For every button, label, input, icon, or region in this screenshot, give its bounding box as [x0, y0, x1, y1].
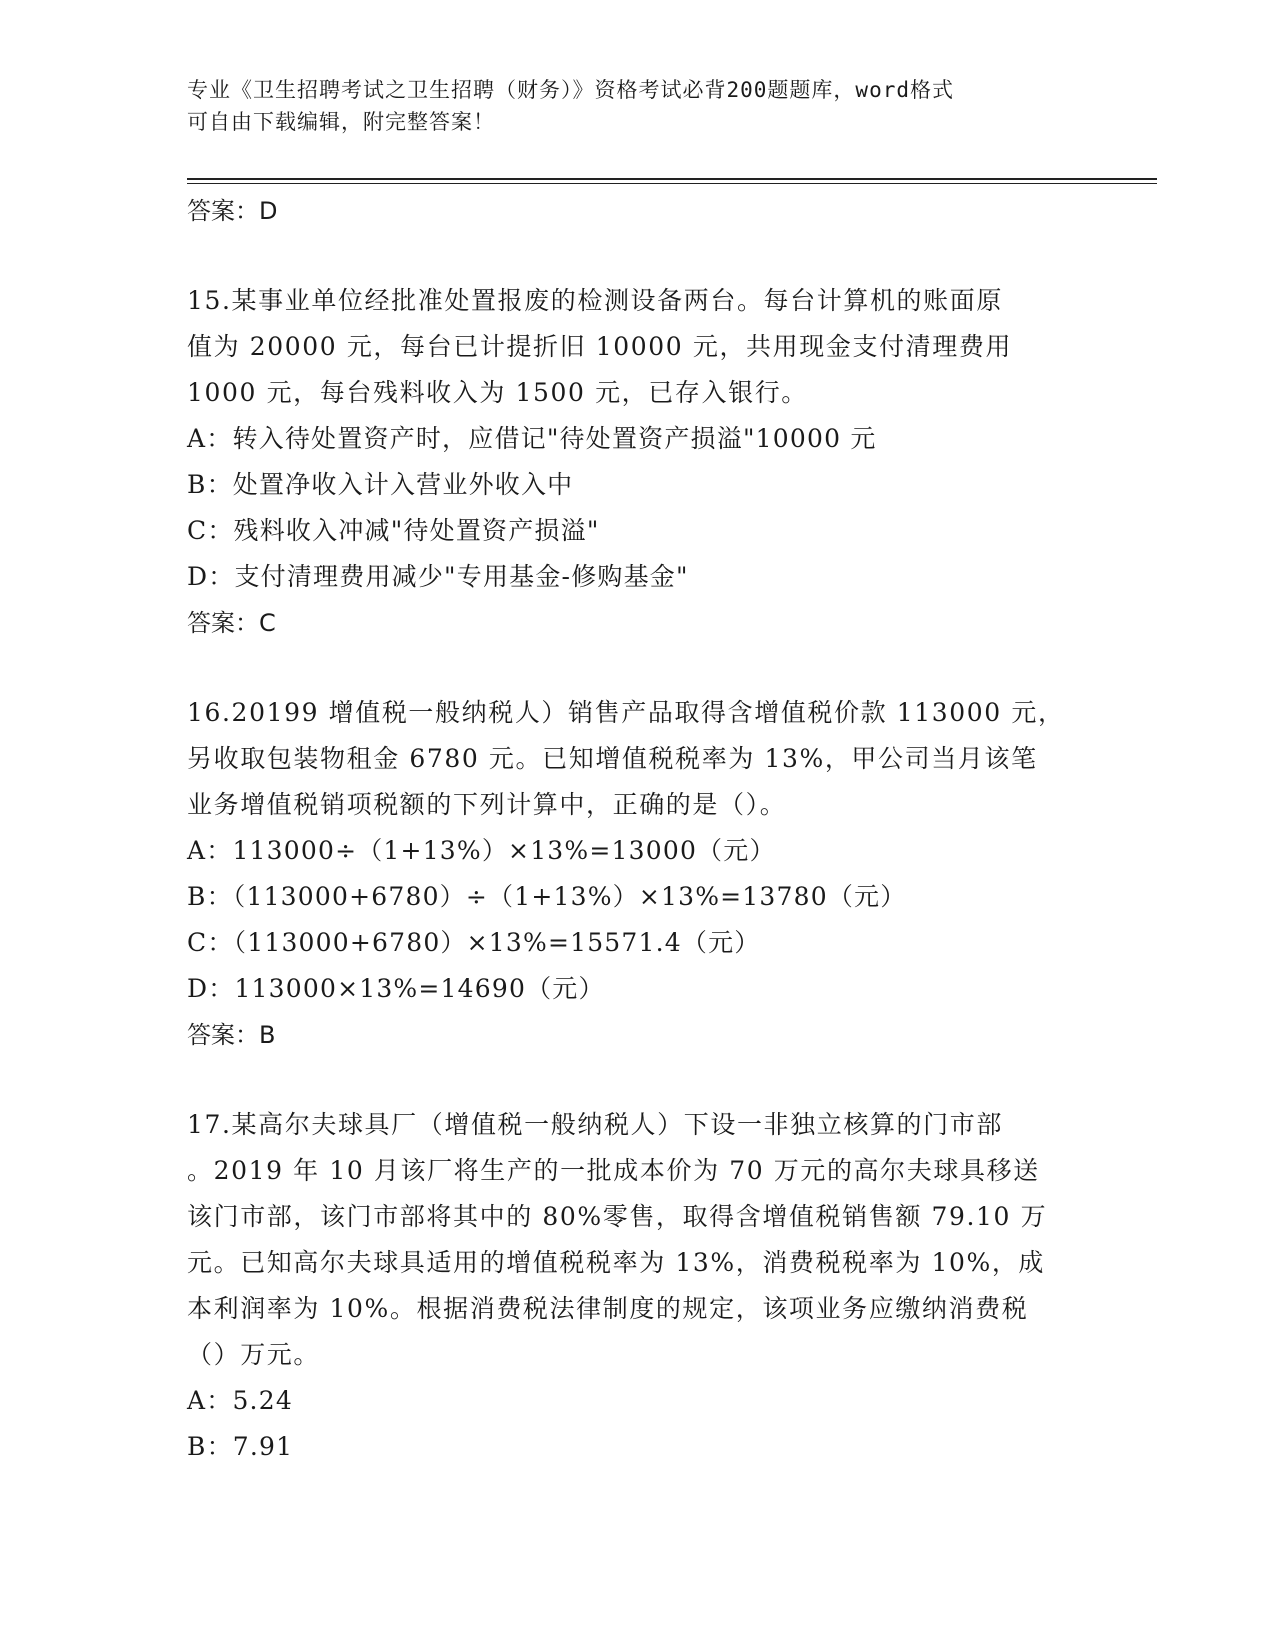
question-text-line: 值为 20000 元，每台已计提折旧 10000 元，共用现金支付清理费用 [187, 332, 1013, 361]
option-b: B：（113000+6780）÷（1+13%）×13%=13780（元） [187, 882, 907, 911]
option-d: D：支付清理费用减少"专用基金-修购基金" [187, 562, 689, 591]
header-line-2: 可自由下载编辑，附完整答案！ [187, 110, 495, 134]
question-text-line: 。2019 年 10 月该厂将生产的一批成本价为 70 万元的高尔夫球具移送 [187, 1156, 1040, 1185]
question-text-line: 另收取包装物租金 6780 元。已知增值税税率为 13%，甲公司当月该笔 [187, 744, 1038, 773]
option-a: A：5.24 [187, 1386, 293, 1415]
question-17 [187, 1102, 1087, 1470]
question-text-line: 元。已知高尔夫球具适用的增值税税率为 13%，消费税税率为 10%，成 [187, 1248, 1046, 1277]
question-text-line: 16.20199 增值税一般纳税人）销售产品取得含增值税价款 113000 元， [187, 698, 1065, 727]
question-16 [187, 690, 1087, 1058]
question-text-line: 本利润率为 10%。根据消费税法律制度的规定，该项业务应缴纳消费税 [187, 1294, 1029, 1323]
header-line-1: 专业《卫生招聘考试之卫生招聘（财务）》资格考试必背200题题库，word格式 [187, 78, 954, 102]
option-c: C：（113000+6780）×13%=15571.4（元） [187, 928, 761, 957]
question-text-line: 业务增值税销项税额的下列计算中，正确的是（）。 [187, 790, 787, 819]
option-b: B：7.91 [187, 1432, 294, 1461]
option-a: A：113000÷（1+13%）×13%=13000（元） [187, 836, 776, 865]
option-c: C：残料收入冲减"待处置资产损溢" [187, 516, 600, 545]
option-a: A：转入待处置资产时，应借记"待处置资产损溢"10000 元 [187, 424, 877, 453]
question-text-line: 1000 元，每台残料收入为 1500 元，已存入银行。 [187, 378, 808, 407]
document-body [187, 188, 1087, 1470]
document-header [187, 74, 1067, 138]
question-text-line: （）万元。 [187, 1340, 321, 1369]
answer-15: 答案：C [187, 609, 276, 637]
question-text-line: 该门市部，该门市部将其中的 80%零售，取得含增值税销售额 79.10 万 [187, 1202, 1048, 1231]
previous-answer: 答案：D [187, 197, 278, 225]
header-divider-thick [187, 178, 1157, 180]
option-b: B：处置净收入计入营业外收入中 [187, 470, 574, 499]
option-d: D：113000×13%=14690（元） [187, 974, 605, 1003]
question-15 [187, 278, 1087, 646]
answer-16: 答案：B [187, 1021, 276, 1049]
header-divider-thin [187, 183, 1157, 184]
question-text-line: 17.某高尔夫球具厂（增值税一般纳税人）下设一非独立核算的门市部 [187, 1110, 1003, 1139]
question-text-line: 15.某事业单位经批准处置报废的检测设备两台。每台计算机的账面原 [187, 286, 1003, 315]
